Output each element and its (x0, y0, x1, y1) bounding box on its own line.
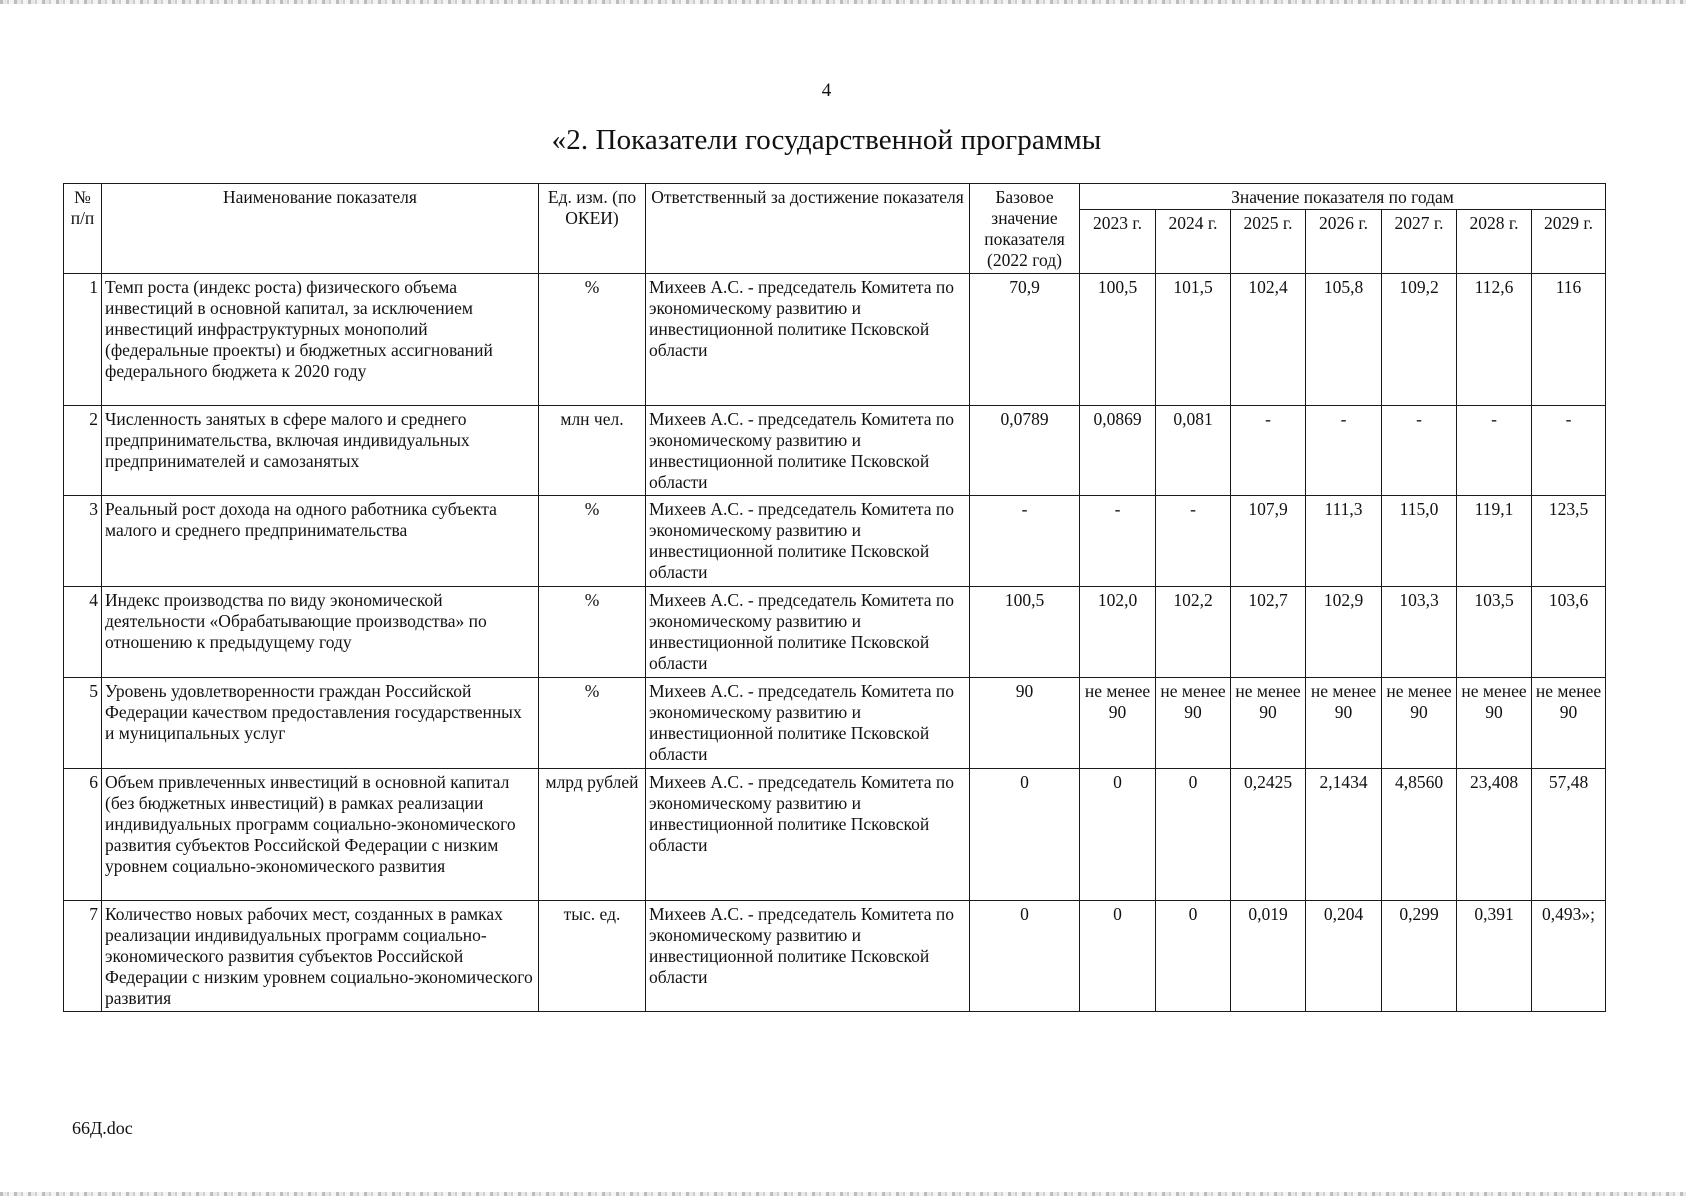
header-base: Базовое значение показателя (2022 год) (970, 184, 1080, 274)
footer-file-name: 66Д.doc (72, 1118, 133, 1138)
year-value: 0,204 (1306, 901, 1382, 1012)
year-value: 103,6 (1532, 587, 1606, 678)
year-value: 103,5 (1457, 587, 1532, 678)
table-row (64, 406, 1606, 496)
year-value: 0 (1156, 901, 1231, 1012)
year-value: 116 (1532, 274, 1606, 406)
year-value: 0,019 (1231, 901, 1306, 1012)
indicators-table (63, 183, 1606, 1012)
year-value: не менее 90 (1457, 678, 1532, 769)
header-responsible: Ответственный за достижение показателя (646, 184, 970, 274)
year-value: 0 (1080, 901, 1156, 1012)
year-value: 0,391 (1457, 901, 1532, 1012)
year-value: 123,5 (1532, 496, 1606, 587)
base-value: 0 (970, 901, 1080, 1012)
year-value: 119,1 (1457, 496, 1532, 587)
year-value: - (1080, 496, 1156, 587)
header-year: 2027 г. (1382, 210, 1457, 274)
indicator-name: Реальный рост дохода на одного работника субъекта малого и среднего предпринимательства (102, 496, 539, 587)
indicator-name: Численность занятых в сфере малого и среднего предпринимательства, включая индивидуальных предпринимателей и самозанятых (102, 406, 539, 496)
year-value: 0,299 (1382, 901, 1457, 1012)
indicator-name: Индекс производства по виду экономической деятельности «Обрабатывающие производства» по отношению к предыдущему году (102, 587, 539, 678)
page-number: 4 (821, 80, 832, 101)
year-value: 105,8 (1306, 274, 1382, 406)
row-number: 1 (64, 274, 102, 406)
indicator-name: Темп роста (индекс роста) физического объема инвестиций в основной капитал, за исключением инвестиций инфраструктурных монополий (федеральные проекты) и бюджетных ассигнований федерального бюджета к 2020 году (102, 274, 539, 406)
header-year: 2025 г. (1231, 210, 1306, 274)
header-year: 2024 г. (1156, 210, 1231, 274)
year-value: 109,2 (1382, 274, 1457, 406)
row-number: 4 (64, 587, 102, 678)
base-value: 100,5 (970, 587, 1080, 678)
header-year: 2026 г. (1306, 210, 1382, 274)
responsible-person: Михеев А.С. - председатель Комитета по экономическому развитию и инвестиционной политике Псковской области (646, 901, 970, 1012)
header-years-group: Значение показателя по годам (1080, 184, 1606, 210)
table-row (64, 678, 1606, 769)
year-value: 111,3 (1306, 496, 1382, 587)
year-value: 102,7 (1231, 587, 1306, 678)
responsible-person: Михеев А.С. - председатель Комитета по экономическому развитию и инвестиционной политике Псковской области (646, 769, 970, 901)
table-row (64, 901, 1606, 1012)
header-row-top (64, 184, 1606, 210)
year-value: 57,48 (1532, 769, 1606, 901)
year-value: 102,2 (1156, 587, 1231, 678)
year-value: - (1156, 496, 1231, 587)
scan-edge-bottom (0, 1192, 1686, 1196)
year-value: 107,9 (1231, 496, 1306, 587)
document-title: «2. Показатели государственной программы (551, 124, 1102, 156)
indicator-unit: млн чел. (539, 406, 646, 496)
year-value: 112,6 (1457, 274, 1532, 406)
row-number: 2 (64, 406, 102, 496)
year-value: - (1382, 406, 1457, 496)
year-value: 23,408 (1457, 769, 1532, 901)
indicator-name: Количество новых рабочих мест, созданных в рамках реализации индивидуальных программ социально-экономического развития субъектов Российской Федерации с низким уровнем социально-экономического развития (102, 901, 539, 1012)
year-value: не менее 90 (1306, 678, 1382, 769)
header-name: Наименование показателя (102, 184, 539, 274)
scan-edge-top (0, 0, 1686, 4)
header-year: 2028 г. (1457, 210, 1532, 274)
base-value: 0 (970, 769, 1080, 901)
year-value: - (1532, 406, 1606, 496)
indicator-unit: млрд рублей (539, 769, 646, 901)
responsible-person: Михеев А.С. - председатель Комитета по экономическому развитию и инвестиционной политике Псковской области (646, 406, 970, 496)
table-row (64, 769, 1606, 901)
year-value: 0,493»; (1532, 901, 1606, 1012)
base-value: 90 (970, 678, 1080, 769)
row-number: 3 (64, 496, 102, 587)
year-value: - (1231, 406, 1306, 496)
indicator-unit: % (539, 274, 646, 406)
year-value: 0,0869 (1080, 406, 1156, 496)
year-value: не менее 90 (1382, 678, 1457, 769)
indicator-unit: % (539, 678, 646, 769)
year-value: не менее 90 (1080, 678, 1156, 769)
indicator-unit: тыс. ед. (539, 901, 646, 1012)
year-value: 0 (1080, 769, 1156, 901)
indicator-name: Уровень удовлетворенности граждан Российской Федерации качеством предоставления государственных и муниципальных услуг (102, 678, 539, 769)
year-value: - (1457, 406, 1532, 496)
base-value: 70,9 (970, 274, 1080, 406)
header-year: 2029 г. (1532, 210, 1606, 274)
year-value: 102,0 (1080, 587, 1156, 678)
base-value: 0,0789 (970, 406, 1080, 496)
year-value: - (1306, 406, 1382, 496)
base-value: - (970, 496, 1080, 587)
indicator-name: Объем привлеченных инвестиций в основной капитал (без бюджетных инвестиций) в рамках реализации индивидуальных программ социально-экономического развития субъектов Российской Федерации с низким уровнем социально-экономического развития (102, 769, 539, 901)
table-row (64, 274, 1606, 406)
year-value: 0,081 (1156, 406, 1231, 496)
table-row (64, 496, 1606, 587)
year-value: 115,0 (1382, 496, 1457, 587)
year-value: 2,1434 (1306, 769, 1382, 901)
header-num: № п/п (64, 184, 102, 274)
year-value: 102,4 (1231, 274, 1306, 406)
row-number: 7 (64, 901, 102, 1012)
year-value: 0,2425 (1231, 769, 1306, 901)
year-value: 103,3 (1382, 587, 1457, 678)
responsible-person: Михеев А.С. - председатель Комитета по экономическому развитию и инвестиционной политике Псковской области (646, 496, 970, 587)
indicator-unit: % (539, 496, 646, 587)
year-value: не менее 90 (1231, 678, 1306, 769)
header-year: 2023 г. (1080, 210, 1156, 274)
year-value: 4,8560 (1382, 769, 1457, 901)
year-value: 102,9 (1306, 587, 1382, 678)
year-value: не менее 90 (1532, 678, 1606, 769)
year-value: не менее 90 (1156, 678, 1231, 769)
row-number: 6 (64, 769, 102, 901)
table-row (64, 587, 1606, 678)
year-value: 0 (1156, 769, 1231, 901)
year-value: 100,5 (1080, 274, 1156, 406)
row-number: 5 (64, 678, 102, 769)
header-unit: Ед. изм. (по ОКЕИ) (539, 184, 646, 274)
responsible-person: Михеев А.С. - председатель Комитета по экономическому развитию и инвестиционной политике Псковской области (646, 587, 970, 678)
year-value: 101,5 (1156, 274, 1231, 406)
responsible-person: Михеев А.С. - председатель Комитета по экономическому развитию и инвестиционной политике Псковской области (646, 678, 970, 769)
responsible-person: Михеев А.С. - председатель Комитета по экономическому развитию и инвестиционной политике Псковской области (646, 274, 970, 406)
indicator-unit: % (539, 587, 646, 678)
